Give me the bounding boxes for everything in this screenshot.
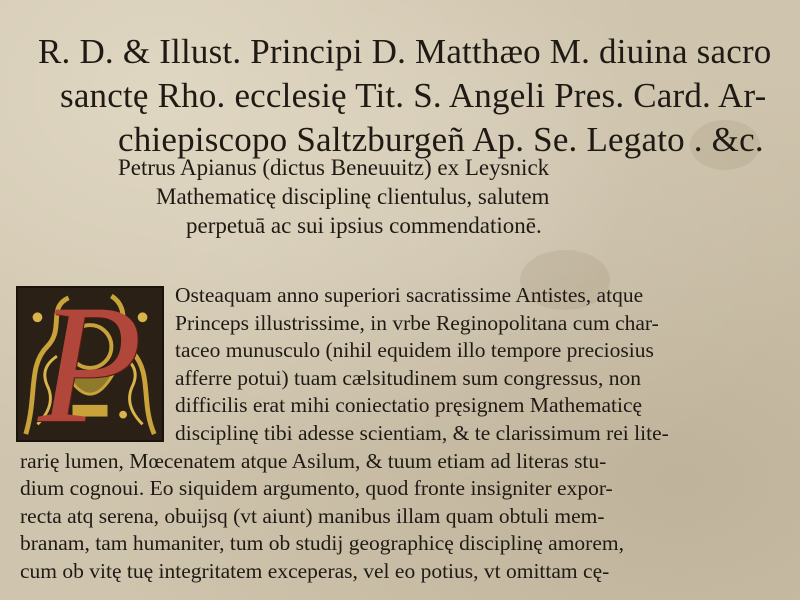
body-line: afferre potui) tuam cælsitudinem sum congressus, non <box>175 365 641 390</box>
body-line: difficilis erat mihi coniectatio pręsignem Mathematicę <box>175 393 643 418</box>
dedication-line: sanctę Rho. ecclesię Tit. S. Angeli Pres. Card. Ar- <box>60 76 767 115</box>
body-line: recta atq serena, obuijsq (vt aiunt) manibus illam quam obtuli mem- <box>20 503 605 528</box>
dedication-heading <box>30 30 790 162</box>
body-line: disciplinę tibi adesse scientiam, & te clarissimum rei lite- <box>175 420 669 445</box>
body-line: cum ob vitę tuę integritatem exceperas, vel eo potius, vt omittam cę- <box>20 558 610 583</box>
body-line: branam, tam humaniter, tum ob studij geographicę disciplinę amorem, <box>20 531 624 556</box>
body-line: Osteaquam anno superiori sacratissime Antistes, atque <box>175 283 644 307</box>
body-line: Princeps illustrissime, in vrbe Reginopolitana cum char- <box>175 310 659 335</box>
body-text <box>0 270 800 586</box>
body-line: taceo munusculo (nihil equidem illo tempore preciosius <box>175 338 654 363</box>
author-line: perpetuā ac sui ipsius commendationē. <box>186 213 542 238</box>
dedication-line: R. D. & Illust. Principi D. Matthæo M. diuina sacro <box>38 32 772 71</box>
author-salutation <box>118 153 718 240</box>
initial-letter: P <box>38 270 142 458</box>
dedication-line: chiepiscopo Saltzburgeñ Ap. Se. Legato . &c. <box>118 120 764 159</box>
author-line: Petrus Apianus (dictus Beneuuitz) ex Leysnick <box>118 155 550 180</box>
body-line: rarię lumen, Mœcenatem atque Asilum, & tuum etiam ad literas stu- <box>20 448 607 473</box>
author-line: Mathematicę disciplinę clientulus, salutem <box>156 184 550 209</box>
body-line: dium cognoui. Eo siquidem argumento, quod fronte insigniter expor- <box>20 476 613 501</box>
